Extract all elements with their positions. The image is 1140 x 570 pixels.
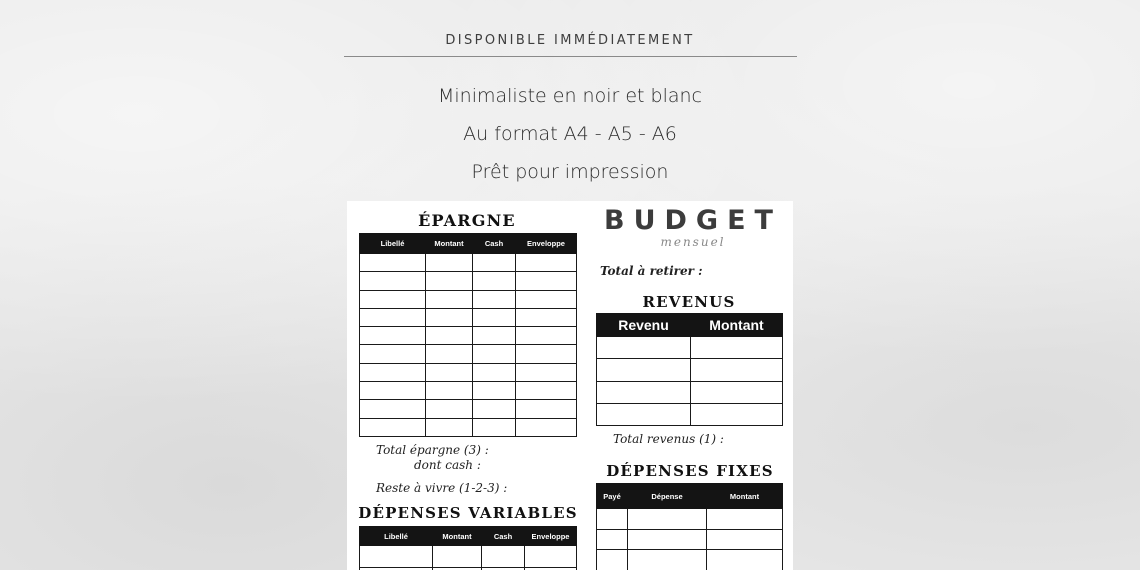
empty-cell xyxy=(433,546,482,568)
budget-sheet-preview xyxy=(347,201,793,570)
revenus-col-montant: Montant xyxy=(691,314,783,337)
empty-cell xyxy=(473,308,516,326)
empty-cell xyxy=(691,359,783,381)
budget-subtitle: mensuel xyxy=(660,235,726,249)
table-row xyxy=(597,337,783,359)
empty-cell xyxy=(691,403,783,425)
empty-cell xyxy=(360,382,426,400)
empty-cell xyxy=(360,345,426,363)
table-row xyxy=(597,381,783,403)
epargne-col-cash: Cash xyxy=(473,234,516,254)
tagline-print: Prêt pour impression xyxy=(471,161,669,183)
empty-cell xyxy=(473,345,516,363)
empty-cell xyxy=(516,254,577,272)
empty-cell xyxy=(360,290,426,308)
depenses-variables-table xyxy=(359,526,577,570)
depenses-fixes-title: DÉPENSES FIXES xyxy=(606,462,774,480)
empty-cell xyxy=(360,272,426,290)
table-row xyxy=(360,290,577,308)
empty-cell xyxy=(516,400,577,418)
empty-cell xyxy=(516,345,577,363)
depenses-variables-rows xyxy=(360,546,577,570)
empty-cell xyxy=(360,400,426,418)
empty-cell xyxy=(707,529,783,550)
empty-cell xyxy=(360,308,426,326)
depenses-fixes-table xyxy=(596,483,783,570)
table-row xyxy=(360,254,577,272)
depvar-col-montant: Montant xyxy=(433,527,482,546)
empty-cell xyxy=(426,382,473,400)
table-row xyxy=(597,359,783,381)
empty-cell xyxy=(516,382,577,400)
depfix-col-depense: Dépense xyxy=(628,484,707,509)
availability-tag: DISPONIBLE IMMÉDIATEMENT xyxy=(445,33,695,48)
empty-cell xyxy=(516,327,577,345)
revenus-col-revenu: Revenu xyxy=(597,314,691,337)
empty-cell xyxy=(597,381,691,403)
empty-cell xyxy=(360,418,426,436)
empty-cell xyxy=(707,509,783,530)
table-row xyxy=(597,529,783,550)
empty-cell xyxy=(360,254,426,272)
empty-cell xyxy=(473,418,516,436)
empty-cell xyxy=(597,359,691,381)
revenus-total-label: Total revenus (1) : xyxy=(613,432,724,446)
empty-cell xyxy=(516,418,577,436)
empty-cell xyxy=(482,546,525,568)
total-retirer-label: Total à retirer : xyxy=(600,264,703,278)
empty-cell xyxy=(628,509,707,530)
empty-cell xyxy=(516,290,577,308)
table-row xyxy=(360,400,577,418)
empty-cell xyxy=(516,308,577,326)
table-row xyxy=(597,403,783,425)
empty-cell xyxy=(426,272,473,290)
depvar-col-cash: Cash xyxy=(482,527,525,546)
epargne-rows xyxy=(360,254,577,437)
depfix-col-montant: Montant xyxy=(707,484,783,509)
depvar-col-enveloppe: Enveloppe xyxy=(525,527,577,546)
table-row xyxy=(597,509,783,530)
empty-cell xyxy=(473,290,516,308)
empty-cell xyxy=(473,363,516,381)
table-row xyxy=(360,418,577,436)
table-row xyxy=(360,345,577,363)
epargne-table xyxy=(359,233,577,437)
empty-cell xyxy=(691,337,783,359)
empty-cell xyxy=(426,345,473,363)
budget-title: BUDGET xyxy=(604,205,782,236)
empty-cell xyxy=(426,363,473,381)
empty-cell xyxy=(473,272,516,290)
table-row xyxy=(360,363,577,381)
empty-cell xyxy=(473,382,516,400)
empty-cell xyxy=(473,400,516,418)
header-divider xyxy=(344,56,797,57)
empty-cell xyxy=(473,327,516,345)
revenus-title: REVENUS xyxy=(642,293,736,311)
epargne-title: ÉPARGNE xyxy=(418,211,516,230)
empty-cell xyxy=(597,550,628,570)
table-row xyxy=(360,327,577,345)
table-row xyxy=(360,382,577,400)
empty-cell xyxy=(426,418,473,436)
table-row xyxy=(360,272,577,290)
empty-cell xyxy=(360,327,426,345)
epargne-cash-label: dont cash : xyxy=(414,458,481,472)
table-row xyxy=(360,308,577,326)
depfix-col-paye: Payé xyxy=(597,484,628,509)
revenus-rows xyxy=(597,337,783,426)
empty-cell xyxy=(597,403,691,425)
empty-cell xyxy=(360,546,433,568)
empty-cell xyxy=(597,509,628,530)
epargne-col-enveloppe: Enveloppe xyxy=(516,234,577,254)
revenus-table xyxy=(596,313,783,426)
empty-cell xyxy=(473,254,516,272)
empty-cell xyxy=(360,363,426,381)
epargne-col-libelle: Libellé xyxy=(360,234,426,254)
depvar-col-libelle: Libellé xyxy=(360,527,433,546)
reste-a-vivre-label: Reste à vivre (1-2-3) : xyxy=(376,481,508,495)
tagline-format: Au format A4 - A5 - A6 xyxy=(463,123,677,145)
empty-cell xyxy=(426,254,473,272)
table-row xyxy=(597,550,783,570)
empty-cell xyxy=(516,272,577,290)
tagline-style: Minimaliste en noir et blanc xyxy=(438,85,702,107)
epargne-total-label: Total épargne (3) : xyxy=(376,443,489,457)
empty-cell xyxy=(426,327,473,345)
depenses-fixes-rows xyxy=(597,509,783,570)
empty-cell xyxy=(691,381,783,403)
empty-cell xyxy=(707,550,783,570)
empty-cell xyxy=(628,550,707,570)
epargne-col-montant: Montant xyxy=(426,234,473,254)
empty-cell xyxy=(516,363,577,381)
empty-cell xyxy=(628,529,707,550)
empty-cell xyxy=(426,308,473,326)
empty-cell xyxy=(426,400,473,418)
empty-cell xyxy=(525,546,577,568)
empty-cell xyxy=(597,529,628,550)
empty-cell xyxy=(597,337,691,359)
table-row xyxy=(360,546,577,568)
empty-cell xyxy=(426,290,473,308)
depenses-variables-title: DÉPENSES VARIABLES xyxy=(358,504,578,522)
